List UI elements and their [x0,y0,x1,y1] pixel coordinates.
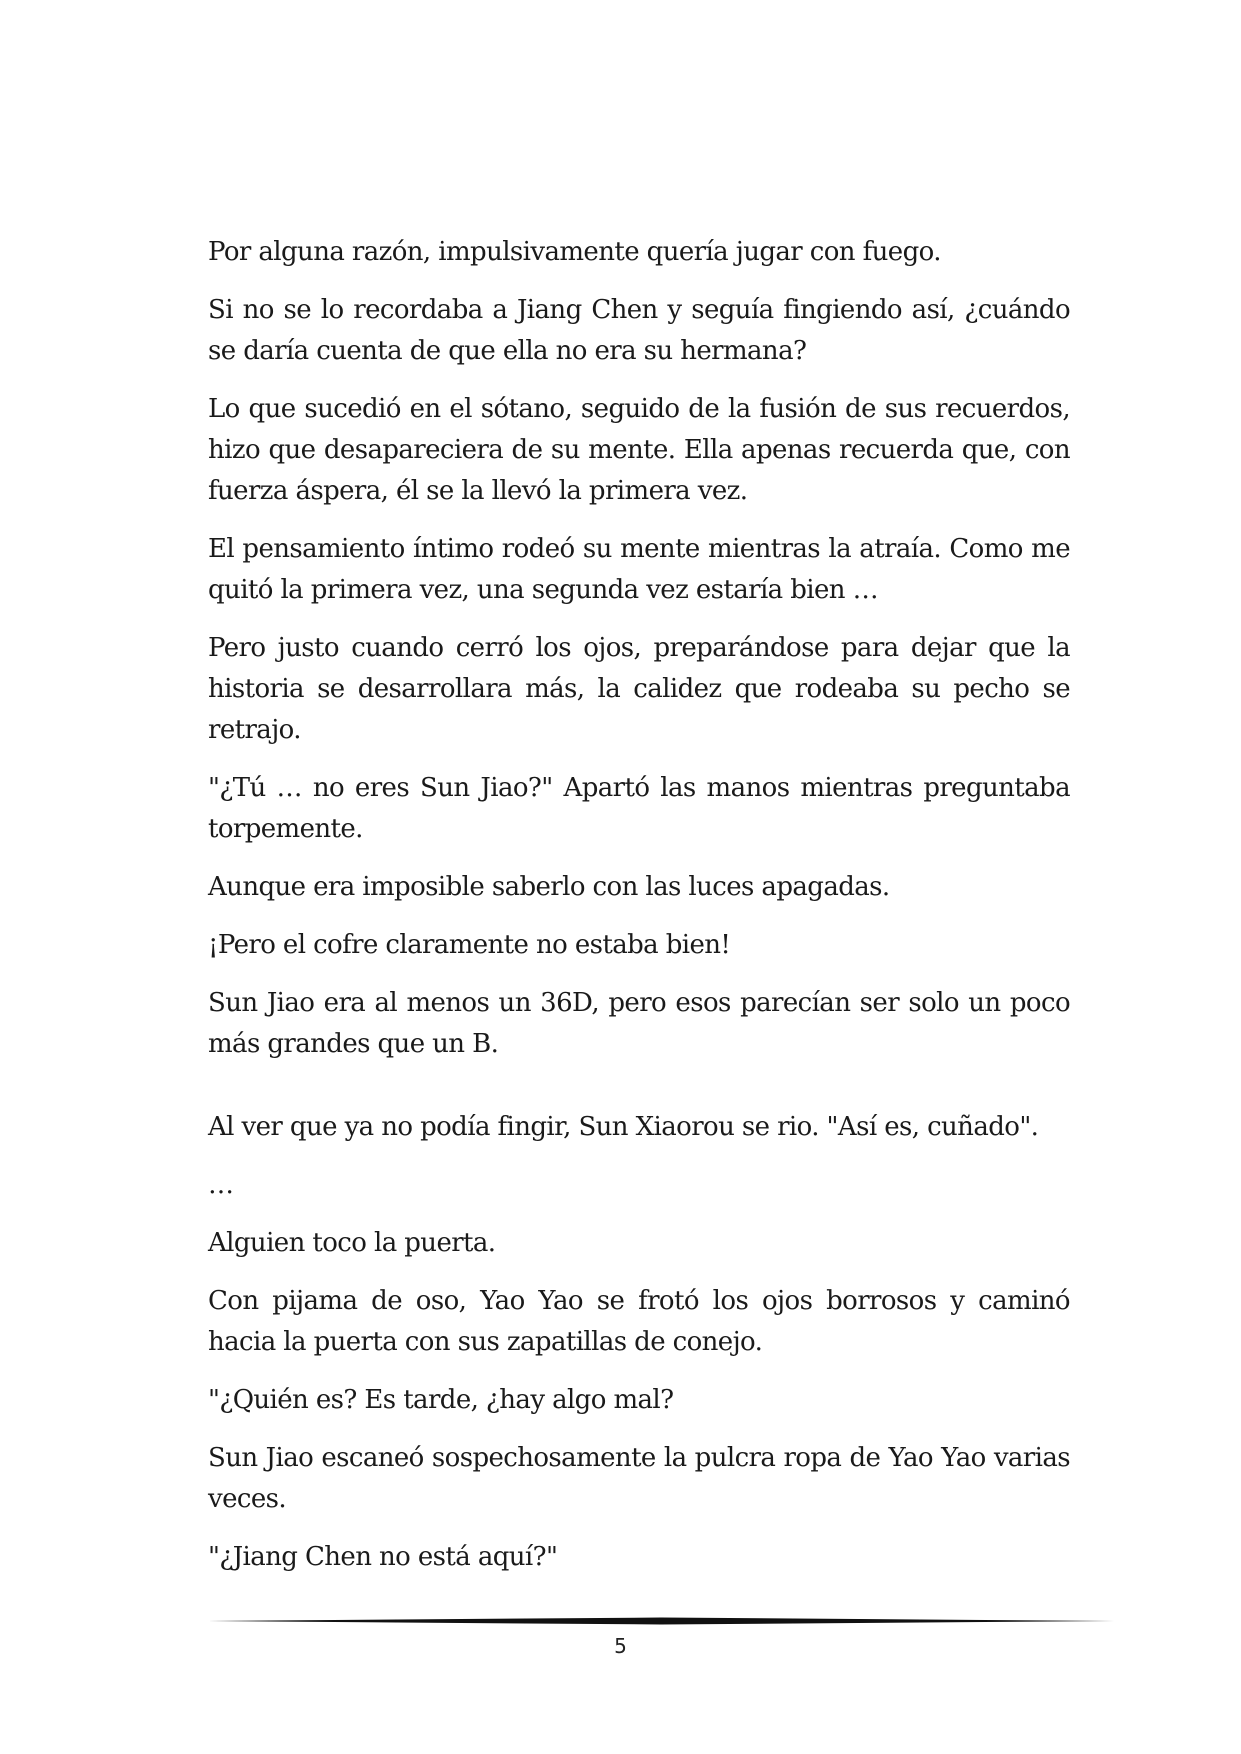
footer-divider [208,1614,1114,1628]
paragraph-14: "¿Quién es? Es tarde, ¿hay algo mal? [208,1385,674,1415]
paragraph-11: … [208,1170,234,1200]
paragraph-1: Por alguna razón, impulsivamente quería jugar con fuego. [208,237,941,267]
paragraph-12: Alguien toco la puerta. [208,1228,496,1258]
paragraph-7: Aunque era imposible saberlo con las luces apagadas. [208,872,890,902]
paragraph-5: Pero justo cuando cerró los ojos, preparándose para dejar que la historia se desarrollara más, la calidez que rodeaba su pecho se retrajo. [208,633,1070,745]
paragraph-16: "¿Jiang Chen no está aquí?" [208,1542,558,1572]
paragraph-9: Sun Jiao era al menos un 36D, pero esos parecían ser solo un poco más grandes que un B. [208,988,1070,1059]
page-number: 5 [614,1634,627,1658]
paragraph-8: ¡Pero el cofre claramente no estaba bien! [208,930,731,960]
paragraph-2: Si no se lo recordaba a Jiang Chen y seguía fingiendo así, ¿cuándo se daría cuenta de que ella no era su hermana? [208,295,1070,366]
paragraph-3: Lo que sucedió en el sótano, seguido de la fusión de sus recuerdos, hizo que desapareciera de su mente. Ella apenas recuerda que, con fuerza áspera, él se la llevó la primera vez. [208,394,1070,506]
paragraph-6: "¿Tú … no eres Sun Jiao?" Apartó las manos mientras preguntaba torpemente. [208,773,1070,844]
paragraph-4: El pensamiento íntimo rodeó su mente mientras la atraía. Como me quitó la primera vez, una segunda vez estaría bien … [208,534,1070,605]
body-text [208,232,1070,1595]
paragraph-15: Sun Jiao escaneó sospechosamente la pulcra ropa de Yao Yao varias veces. [208,1443,1070,1514]
paragraph-10: Al ver que ya no podía fingir, Sun Xiaorou se rio. "Así es, cuñado". [208,1112,1039,1142]
paragraph-13: Con pijama de oso, Yao Yao se frotó los ojos borrosos y caminó hacia la puerta con sus zapatillas de conejo. [208,1286,1070,1357]
